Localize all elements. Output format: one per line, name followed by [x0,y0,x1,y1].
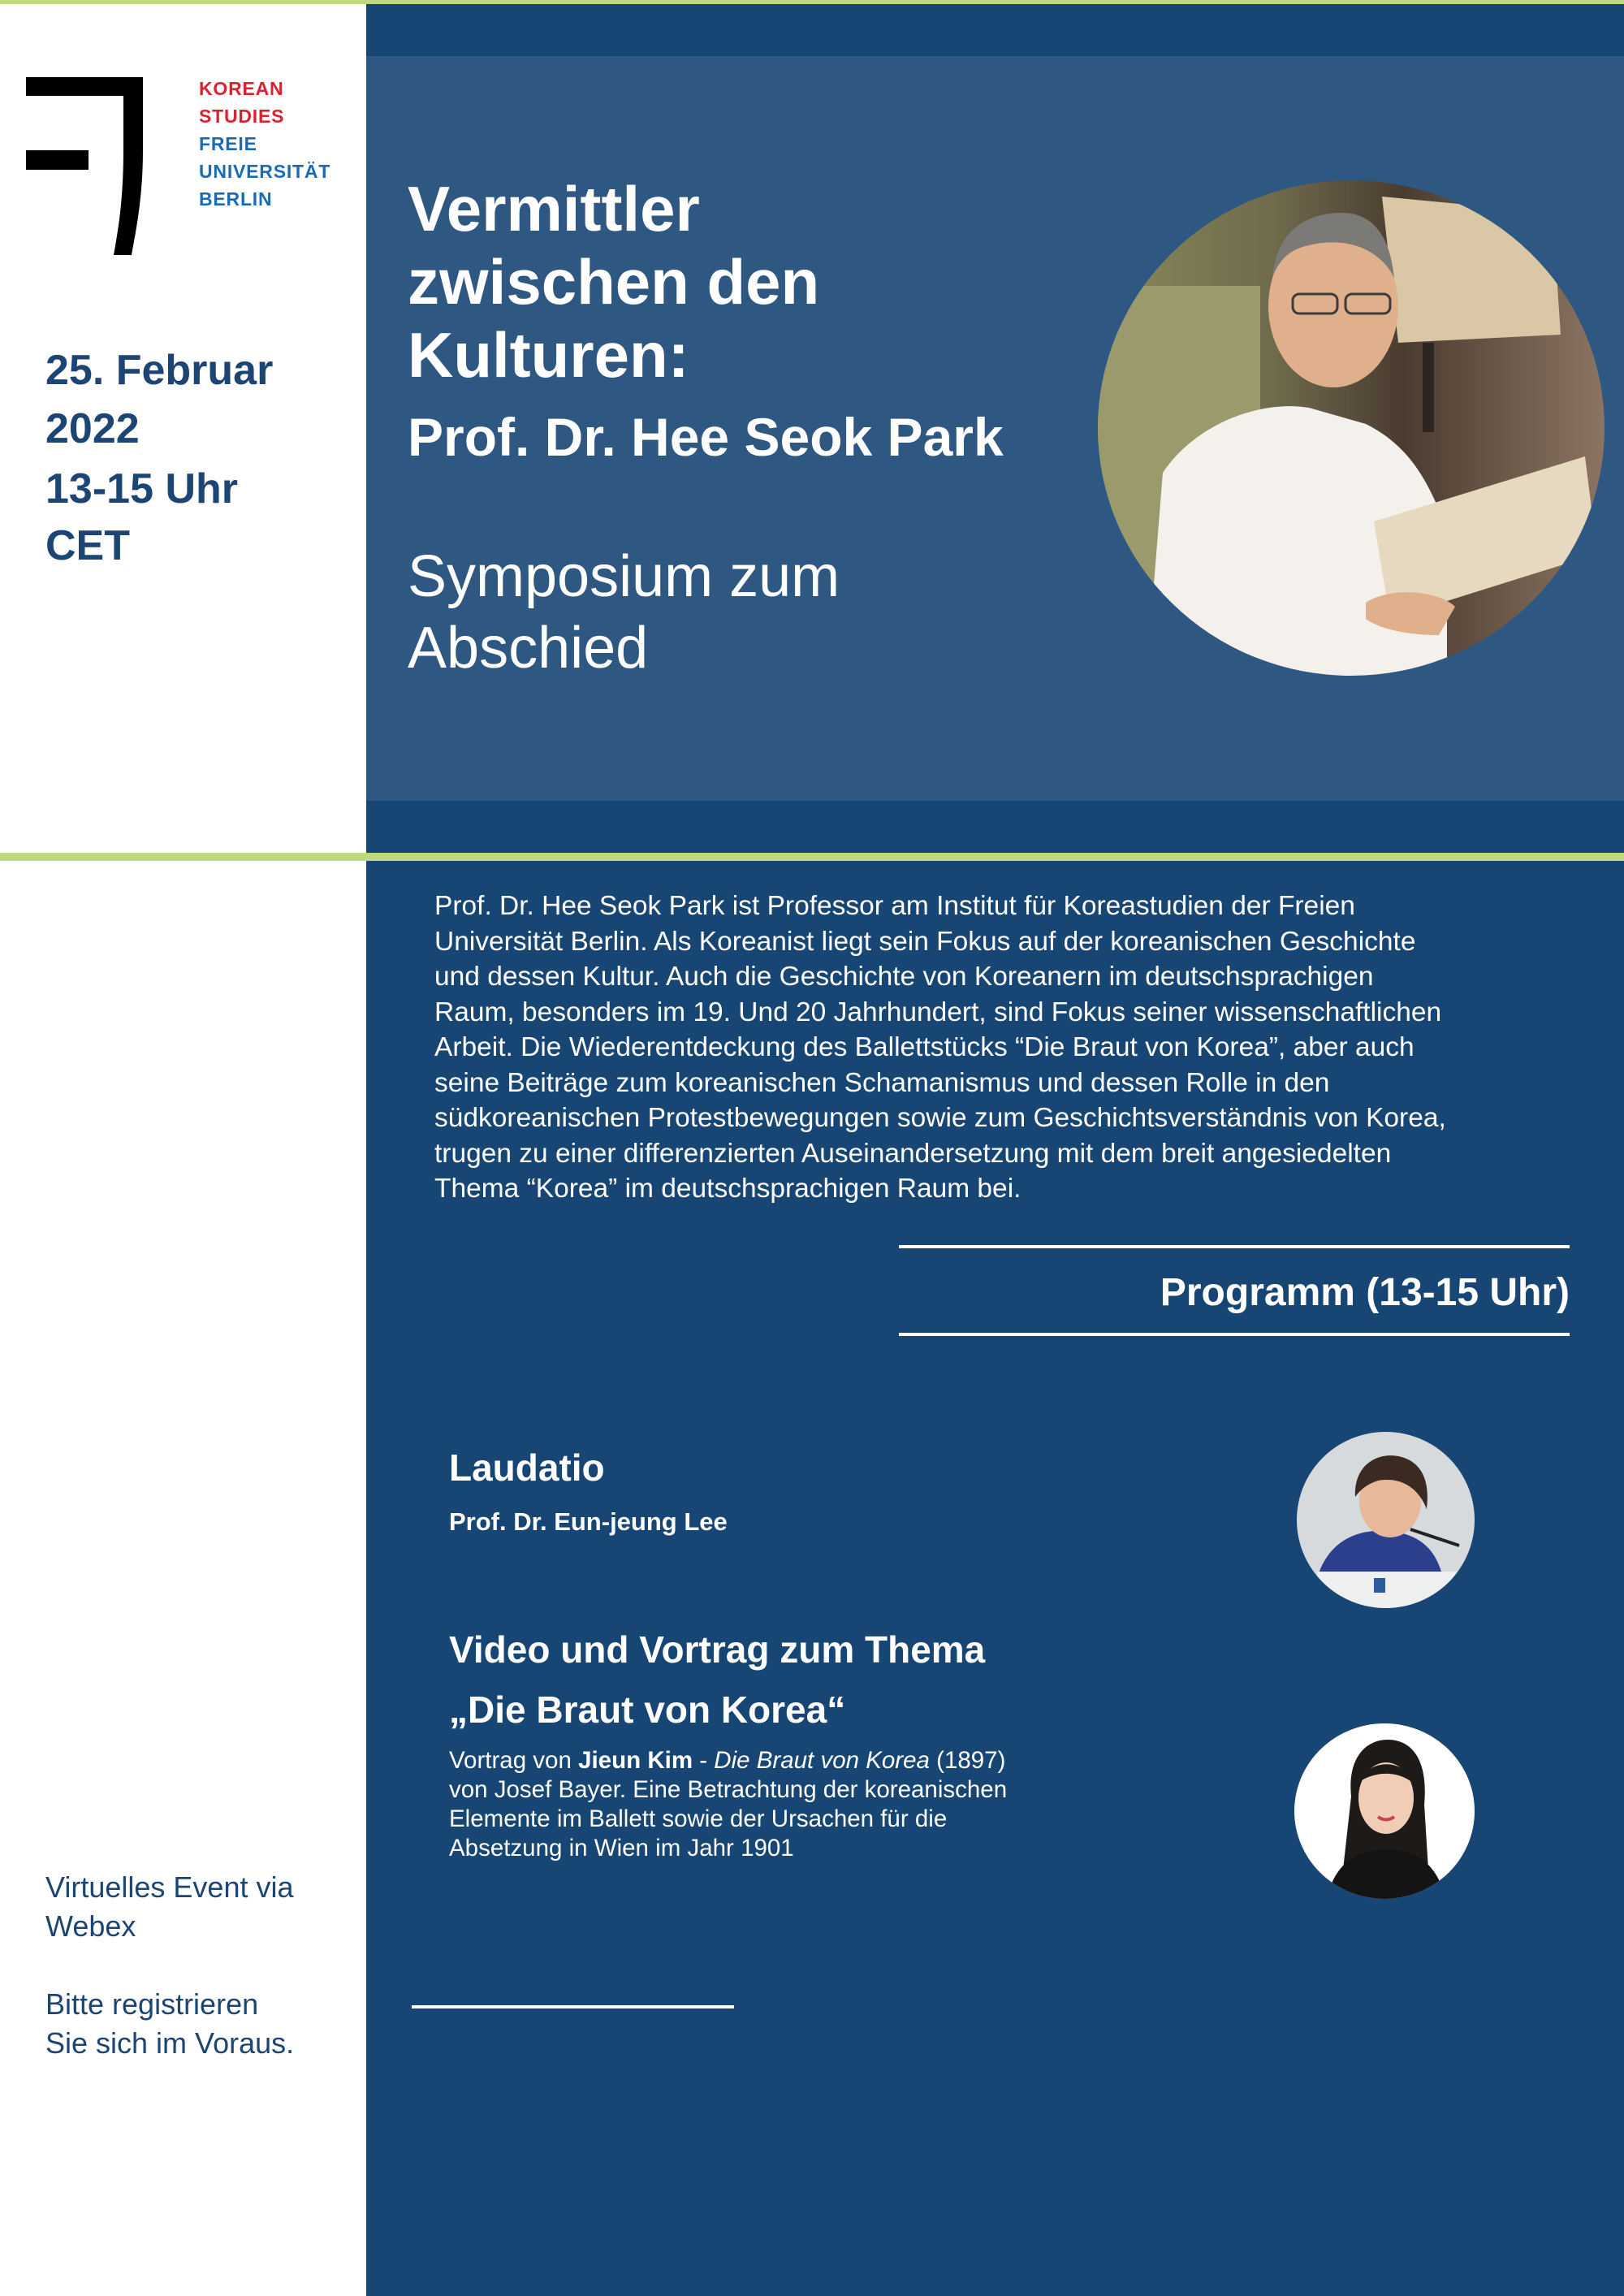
title-line-2: zwischen den [408,246,820,318]
bio-line: Universität Berlin. Als Koreanist liegt sein Fokus auf der koreanischen Geschichte [434,926,1416,957]
section-divider-accent [0,853,1624,861]
logo-line-korean: KOREAN [199,78,284,99]
bio-line: Arbeit. Die Wiederentdeckung des Ballettstücks “Die Braut von Korea”, aber auch [434,1032,1415,1062]
bio-line: Thema “Korea” im deutschsprachigen Raum bei. [434,1174,1021,1204]
desc-prefix: Vortrag von [449,1747,579,1774]
event-venue-info [45,1868,294,2063]
register-line-1: Bitte registrieren [45,1987,259,2021]
desc-line-3: Elemente im Ballett sowie der Ursachen für die [449,1805,948,1832]
honoree-photo [1098,180,1605,676]
speaker-photo-lee [1297,1432,1475,1608]
header-bottom-band [366,801,1624,853]
desc-speaker: Jieun Kim [578,1747,693,1774]
desc-line-1 [449,1746,1066,1775]
speaker-photo-kim [1294,1723,1475,1899]
register-line-2: Sie sich im Voraus. [45,2026,295,2060]
bio-line: und dessen Kultur. Auch die Geschichte von Koreanern im deutschsprachigen [434,962,1374,992]
desc-separator: - [693,1747,715,1774]
bio-line: trugen zu einer differenzierten Auseinandersetzung mit dem breit angesiedelten [434,1138,1392,1169]
logo-line-universitaet: UNIVERSITÄT [199,161,331,182]
event-date-day: 25. Februar [45,347,274,394]
event-subtitle [408,541,840,684]
honoree-bio [434,889,1587,1207]
page-title [408,172,819,391]
program-item-title [449,1619,985,1740]
program-rule-top [899,1245,1570,1248]
venue-line-1: Virtuelles Event via [45,1870,294,1904]
footer-rule [412,2005,734,2008]
logo-line-studies: STUDIES [199,106,285,127]
program-item-title-line-2: „Die Braut von Korea“ [449,1688,846,1731]
program-rule-bottom [899,1333,1570,1336]
event-timezone: CET [45,522,130,569]
subtitle-line-1: Symposium zum [408,544,840,609]
logo-wordmark [199,75,330,213]
program-heading: Programm (13-15 Uhr) [1160,1271,1570,1314]
bio-line: seine Beiträge zum koreanischen Schamanismus und dessen Rolle in den [434,1067,1330,1098]
bio-line: Raum, besonders im 19. Und 20 Jahrhundert, sind Fokus seiner wissenschaftlichen [434,997,1442,1027]
title-line-3: Kulturen: [408,319,689,391]
desc-line-4: Absetzung in Wien im Jahr 1901 [449,1835,794,1861]
event-date-year: 2022 [45,405,140,452]
desc-work-title: Die Braut von Korea [714,1747,930,1774]
honoree-name: Prof. Dr. Hee Seok Park [408,407,1004,467]
program-item-description [449,1746,1066,1863]
logo-line-berlin: BERLIN [199,188,273,210]
desc-year: (1897) [929,1747,1006,1774]
bio-line: südkoreanischen Protestbewegungen sowie zum Geschichtsverständnis von Korea, [434,1103,1446,1133]
event-date-time [45,341,273,572]
program-item-title: Laudatio [449,1446,605,1489]
event-time: 13-15 Uhr [45,465,238,512]
header-top-band [366,4,1624,56]
bio-line: Prof. Dr. Hee Seok Park ist Professor am Institut für Koreastudien der Freien [434,891,1355,921]
logo-line-freie: FREIE [199,133,257,154]
program-item-speaker: Prof. Dr. Eun-jeung Lee [449,1507,728,1536]
program-item-title-line-1: Video und Vortrag zum Thema [449,1628,986,1671]
venue-line-2: Webex [45,1909,136,1943]
korean-giyeok-mark-icon [26,77,148,257]
title-line-1: Vermittler [408,173,700,244]
desc-line-2: von Josef Bayer. Eine Betrachtung der koreanischen [449,1776,1008,1803]
subtitle-line-2: Abschied [408,616,649,681]
